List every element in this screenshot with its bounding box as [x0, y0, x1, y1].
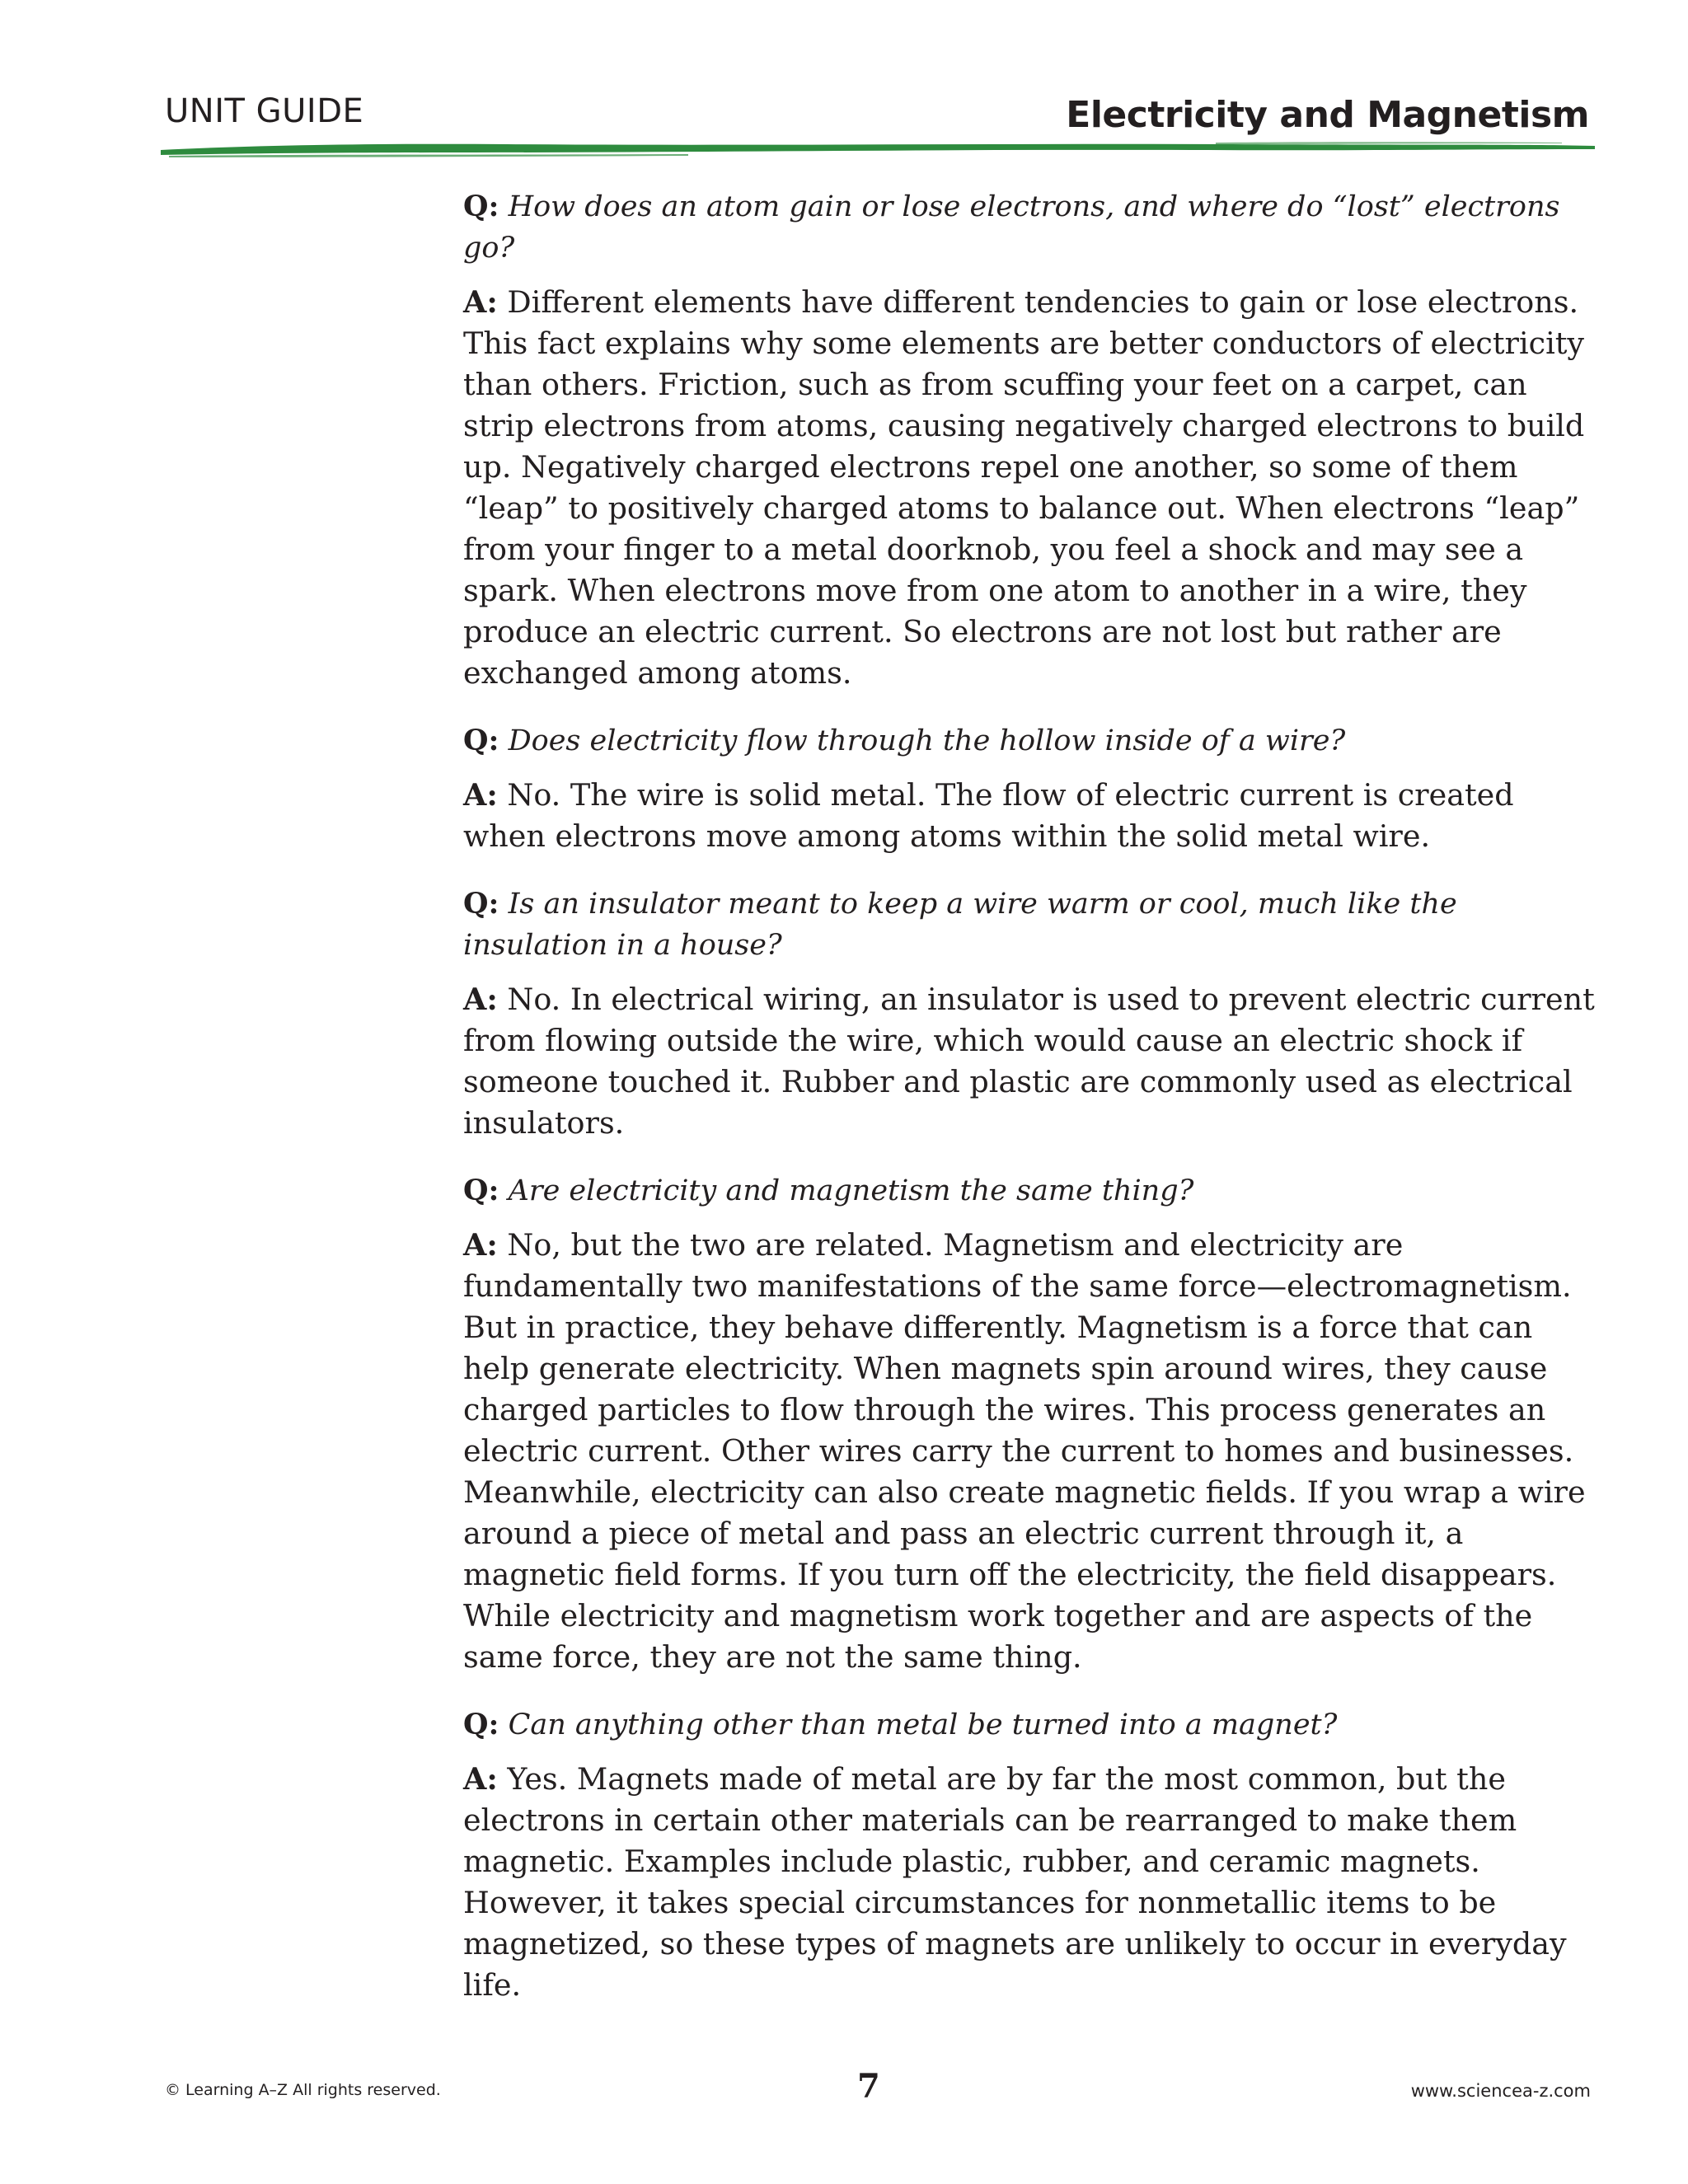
question — [463, 883, 1601, 966]
header-brush-rule — [161, 135, 1595, 160]
question-text: Does electricity flow through the hollow inside of a wire? — [508, 724, 1346, 757]
qa-item — [463, 186, 1601, 694]
answer-text: No. The wire is solid metal. The flow of electric current is created when electrons move among atoms within the solid metal wire. — [463, 777, 1514, 854]
page-number: 7 — [857, 2067, 880, 2106]
question-label: Q: — [463, 887, 499, 921]
question-text: Can anything other than metal be turned into a magnet? — [508, 1708, 1338, 1741]
answer-label: A: — [463, 1227, 498, 1263]
answer-text: Different elements have different tendencies to gain or lose electrons. This fact explains why some elements are better conductors of electricity than others. Friction, such as from scuffing your feet on a carpet, can strip electrons from atoms, causing negatively charged electrons to build up. Negatively charged electrons repel one another, so some of them “leap” to positively charged atoms to balance out. When electrons “leap” from your finger to a metal doorknob, you feel a shock and may see a spark. When electrons move from one atom to another in a wire, they produce an electric current. So electrons are not lost but rather are exchanged among atoms. — [463, 284, 1585, 691]
answer — [463, 282, 1601, 694]
unit-guide-label: UNIT GUIDE — [165, 92, 364, 130]
question-text: Is an insulator meant to keep a wire warm or cool, much like the insulation in a house? — [463, 888, 1457, 962]
answer-text: No. In electrical wiring, an insulator is used to prevent electric current from flowing outside the wire, which would cause an electric shock if someone touched it. Rubber and plastic are commonly used as electrical insulators. — [463, 982, 1595, 1141]
question — [463, 1704, 1601, 1746]
question-text: Are electricity and magnetism the same thing? — [508, 1174, 1194, 1207]
question-text: How does an atom gain or lose electrons, and where do “lost” electrons go? — [463, 190, 1560, 265]
answer-label: A: — [463, 777, 498, 813]
copyright-notice: © Learning A–Z All rights reserved. — [165, 2081, 441, 2099]
answer-text: Yes. Magnets made of metal are by far the most common, but the electrons in certain other materials can be rearranged to make them magnetic. Examples include plastic, rubber, and ceramic magnets. However, it takes special circumstances for nonmetallic items to be magnetized, so these types of magnets are unlikely to occur in everyday life. — [463, 1761, 1567, 2003]
qa-item — [463, 720, 1601, 857]
answer-label: A: — [463, 982, 498, 1017]
question — [463, 720, 1601, 762]
qa-item — [463, 883, 1601, 1144]
answer — [463, 979, 1601, 1144]
question-label: Q: — [463, 190, 499, 223]
qa-item — [463, 1704, 1601, 2006]
question-label: Q: — [463, 1708, 499, 1741]
page-title: Electricity and Magnetism — [1066, 94, 1589, 136]
question — [463, 186, 1601, 269]
question-label: Q: — [463, 1174, 499, 1207]
answer-label: A: — [463, 1761, 498, 1797]
answer — [463, 775, 1601, 857]
answer — [463, 1225, 1601, 1678]
question — [463, 1170, 1601, 1212]
answer-label: A: — [463, 284, 498, 320]
qa-item — [463, 1170, 1601, 1678]
website-url: www.sciencea-z.com — [1410, 2081, 1591, 2101]
answer-text: No, but the two are related. Magnetism and electricity are fundamentally two manifestations of the same force—electromagnetism. But in practice, they behave differently. Magnetism is a force that can help generate electricity. When magnets spin around wires, they cause charged particles to flow through the wires. This process generates an electric current. Other wires carry the current to homes and businesses. Meanwhile, electricity can also create magnetic fields. If you wrap a wire around a piece of metal and pass an electric current through it, a magnetic field forms. If you turn off the electricity, the field disappears. While electricity and magnetism work together and are aspects of the same force, they are not the same thing. — [463, 1227, 1586, 1675]
qa-content — [463, 186, 1601, 2032]
question-label: Q: — [463, 724, 499, 757]
answer — [463, 1759, 1601, 2006]
